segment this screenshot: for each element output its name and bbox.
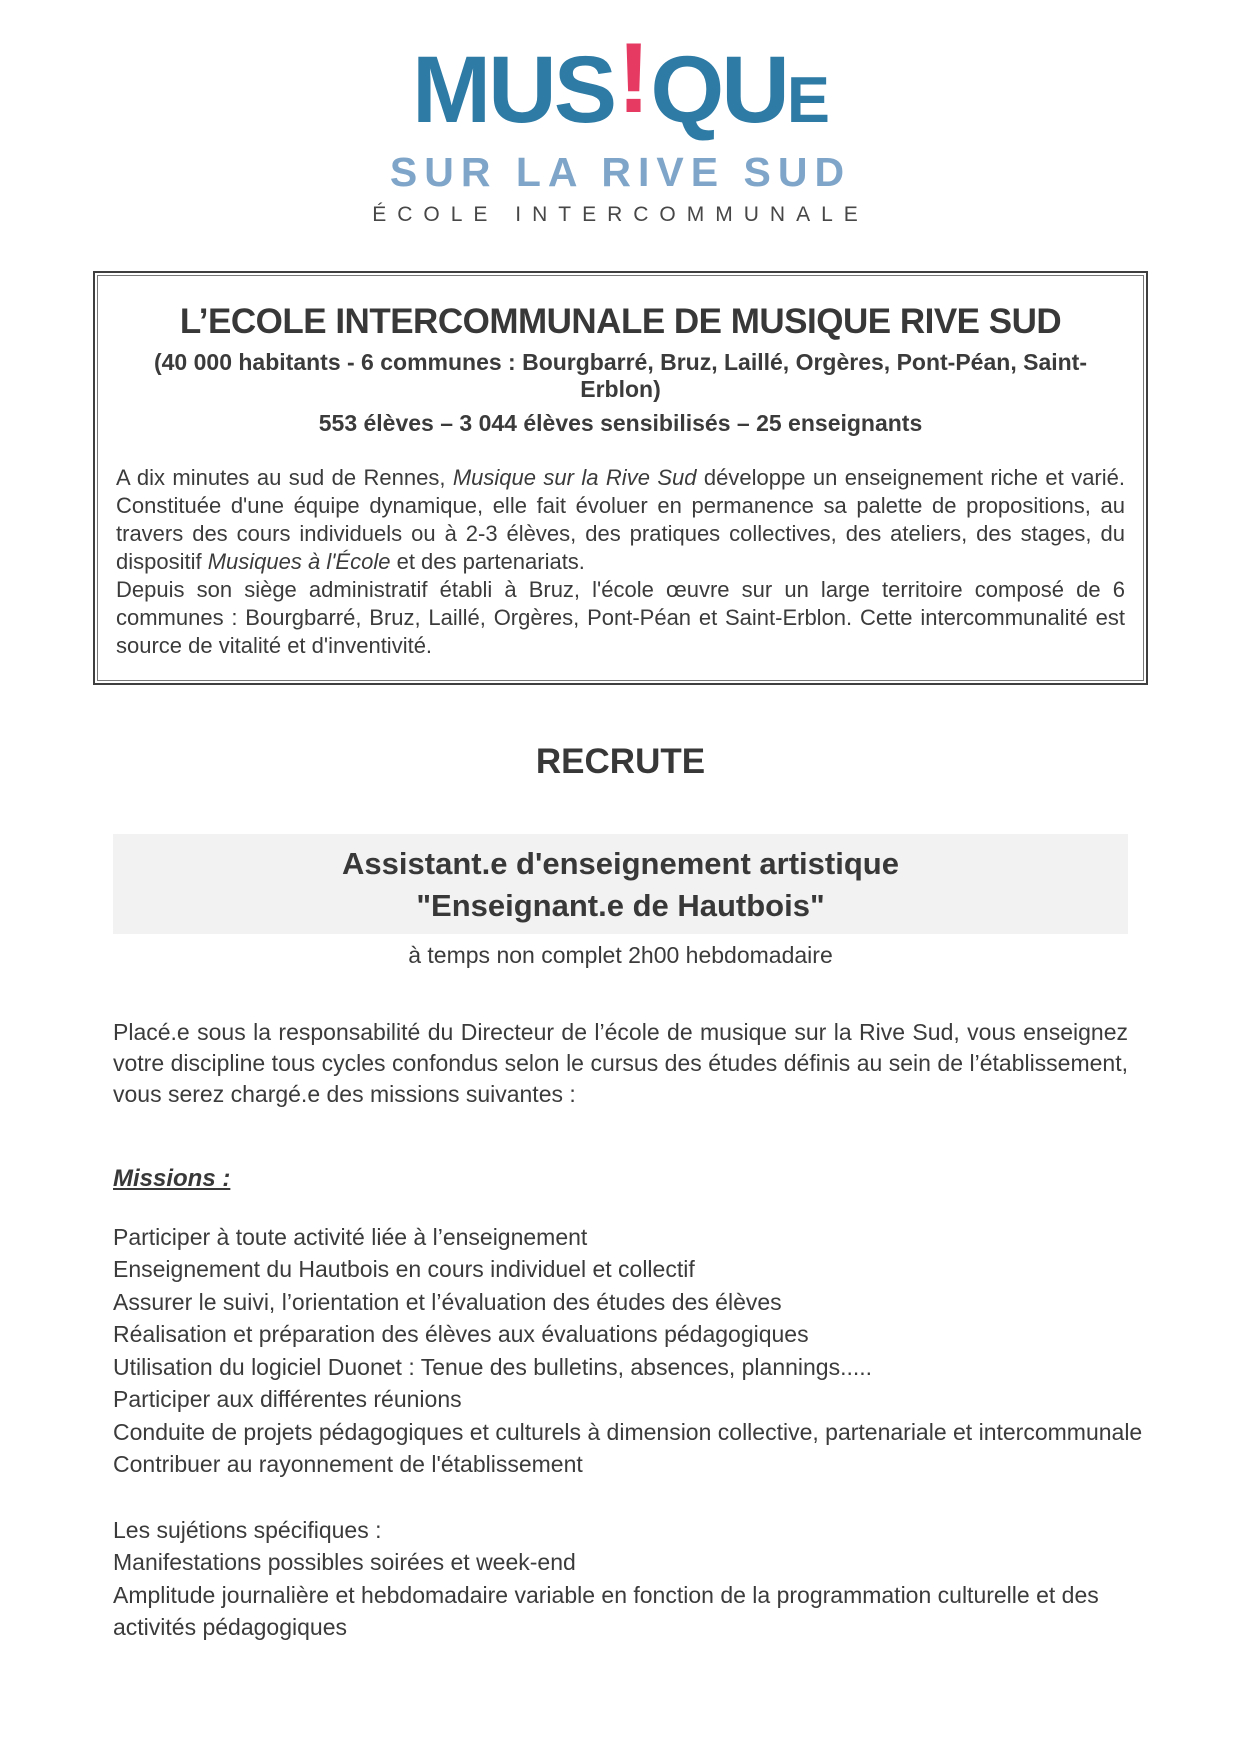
info-box-communes: (40 000 habitants - 6 communes : Bourgbarré, Bruz, Laillé, Orgères, Pont-Péan, Saint-Erblon) — [153, 348, 1087, 402]
school-info-box-inner — [97, 275, 1144, 681]
sujetions-heading: Les sujétions spécifiques : — [113, 1516, 382, 1543]
mission-item: Utilisation du logiciel Duonet : Tenue des bulletins, absences, plannings..... — [113, 1353, 873, 1380]
school-info-box — [93, 271, 1148, 685]
sujetions-list — [113, 1514, 1128, 1644]
recrute-heading: RECRUTE — [535, 741, 706, 781]
mission-item: Contribuer au rayonnement de l'établissement — [113, 1451, 583, 1478]
mission-item: Participer aux différentes réunions — [113, 1386, 462, 1413]
info-paragraph-1-text: A dix minutes au sud de Rennes, — [116, 464, 453, 490]
logo-text-e: E — [786, 64, 829, 136]
info-box-stats: 553 élèves – 3 044 élèves sensibilisés – 25 enseignants — [318, 409, 923, 436]
job-hours-subtitle: à temps non complet 2h00 hebdomadaire — [408, 941, 833, 968]
missions-heading: Missions : — [113, 1164, 231, 1192]
info-paragraph-2: Depuis son siège administratif établi à Bruz, l'école œuvre sur un large territoire composé de 6 communes : Bourgbarré, Bruz, Laillé, Orgères, Pont-Péan et Saint-Erblon. Cette intercommunalité est source de vitalité et d'inventivité. — [116, 576, 1125, 658]
mission-item: Enseignement du Hautbois en cours individuel et collectif — [113, 1256, 695, 1283]
sujetions-item: Amplitude journalière et hebdomadaire variable en fonction de la programmation culturelle et des activités pédagogiques — [113, 1581, 1099, 1641]
mission-item: Participer à toute activité liée à l’enseignement — [113, 1223, 588, 1250]
logo-text-mus: MUS — [412, 37, 615, 143]
school-logo — [0, 23, 1241, 226]
intro-paragraph: Placé.e sous la responsabilité du Directeur de l’école de musique sur la Rive Sud, vous enseignez votre discipline tous cycles confondus selon le cursus des études définis au sein de l’établissement, vous serez chargé.e des missions suivantes : — [113, 1018, 1128, 1107]
logo-wordmark — [0, 23, 1241, 148]
mission-item: Assurer le suivi, l’orientation et l’évaluation des études des élèves — [113, 1288, 782, 1315]
mission-item: Conduite de projets pédagogiques et culturels à dimension collective, partenariale et intercommunale — [113, 1418, 1143, 1445]
job-title-line-2: "Enseignant.e de Hautbois" — [416, 887, 825, 923]
logo-subtitle: SUR LA RIVE SUD — [389, 148, 852, 195]
info-box-title: L’ECOLE INTERCOMMUNALE DE MUSIQUE RIVE SUD — [179, 301, 1062, 341]
info-paragraph-1 — [116, 464, 1125, 576]
info-paragraph-1-italic-program-name: Musiques à l'École — [207, 548, 391, 574]
logo-text-qu: QU — [650, 37, 787, 143]
sujetions-item: Manifestations possibles soirées et week-end — [113, 1549, 576, 1576]
logo-exclamation-icon: ! — [617, 23, 648, 134]
logo-tagline: ÉCOLE INTERCOMMUNALE — [372, 202, 869, 226]
job-title-banner — [113, 834, 1128, 934]
info-paragraph-1-text-3: et des partenariats. — [390, 548, 585, 574]
info-paragraph-1-text-2: développe un enseignement riche et varié. Constituée d'une équipe dynamique, elle fait évoluer en permanence sa palette de propositions, au travers des cours individuels ou à 2-3 élèves, des pratiques collectives, des ateliers, des stages, du dispositif — [116, 464, 1125, 574]
info-paragraph-1-italic-school-name: Musique sur la Rive Sud — [452, 464, 697, 490]
job-title-line-1: Assistant.e d'enseignement artistique — [342, 845, 899, 881]
mission-item: Réalisation et préparation des élèves aux évaluations pédagogiques — [113, 1321, 809, 1348]
missions-list — [113, 1221, 1143, 1481]
